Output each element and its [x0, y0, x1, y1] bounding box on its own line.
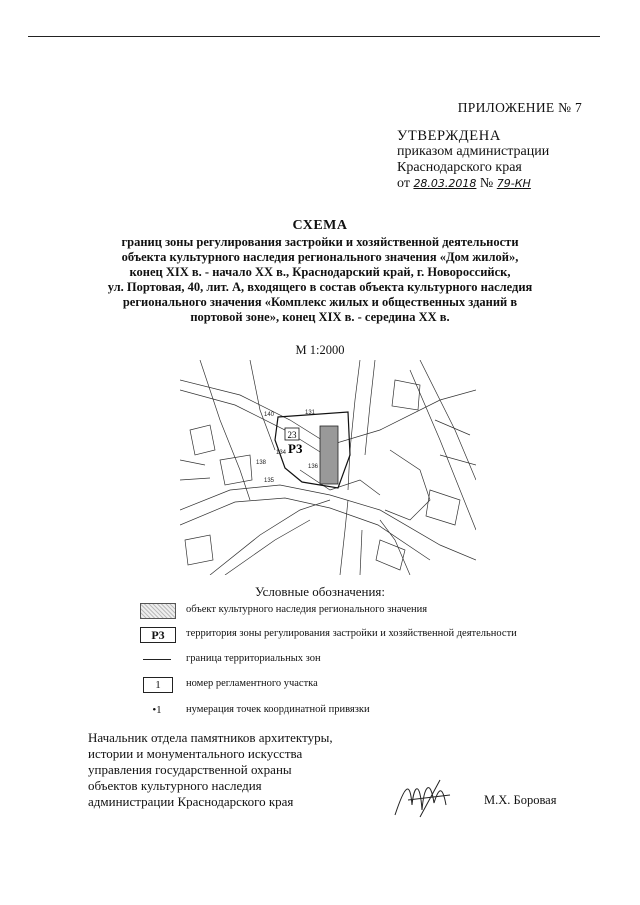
point-symbol: •1 — [152, 704, 162, 716]
point-label: 131 — [305, 410, 316, 416]
subtitle-line: портовой зоне», конец XIX в. - середина XX в. — [190, 310, 450, 324]
legend-text: граница территориальных зон — [186, 653, 321, 664]
boundary-line-symbol — [143, 659, 171, 660]
approved-num-prefix: № — [479, 176, 494, 191]
legend-item-zone — [140, 627, 600, 645]
point-label: 140 — [264, 412, 275, 418]
zone-label: Р3 — [288, 441, 303, 456]
approval-block — [397, 128, 549, 192]
cadastral-map — [180, 360, 476, 575]
legend-text: нумерация точек координатной привязки — [186, 704, 370, 715]
plot-number-symbol: 1 — [143, 677, 173, 693]
top-rule — [28, 36, 600, 37]
approved-line-2: Краснодарского края — [397, 160, 522, 175]
legend-item-boundary — [140, 652, 600, 670]
subtitle-line: границ зоны регулирования застройки и хозяйственной деятельности — [121, 235, 519, 249]
legend-text: объект культурного наследия регионального значения — [186, 604, 428, 615]
legend-text: номер регламентного участка — [186, 678, 318, 689]
zone-boundary — [275, 412, 350, 488]
point-label: 134 — [276, 450, 287, 456]
document-subtitle — [70, 235, 570, 325]
heritage-object — [320, 426, 338, 484]
signatory-position — [88, 730, 333, 810]
approved-number: 79-КН — [496, 177, 531, 190]
subtitle-line: конец XIX в. - начало XX в., Краснодарский край, г. Новороссийск, — [129, 265, 511, 279]
heritage-symbol — [140, 603, 176, 619]
position-line: администрации Краснодарского края — [88, 794, 294, 809]
legend-item-plot — [140, 677, 600, 695]
plot-number: 23 — [287, 430, 297, 440]
approved-prefix: от — [397, 176, 410, 191]
position-line: Начальник отдела памятников архитектуры, — [88, 730, 333, 745]
approved-line-1: приказом администрации — [397, 144, 550, 159]
position-line: истории и монументального искусства — [88, 746, 303, 761]
legend-item-heritage — [140, 603, 600, 621]
approved-date-line — [397, 176, 549, 192]
zone-symbol: Р3 — [140, 627, 176, 643]
point-label: 138 — [256, 460, 267, 466]
subtitle-line: ул. Портовая, 40, лит. А, входящего в состав объекта культурного наследия — [107, 280, 533, 294]
point-label: 135 — [264, 478, 275, 484]
subtitle-line: регионального значения «Комплекс жилых и общественных зданий в — [122, 295, 518, 309]
signer-name: М.Х. Боровая — [484, 793, 557, 807]
approved-title: УТВЕРЖДЕНА — [397, 128, 501, 144]
subtitle-line: объекта культурного наследия регионального значения «Дом жилой», — [121, 250, 519, 264]
legend-title: Условные обозначения: — [254, 584, 386, 599]
map-scale: М 1:2000 — [295, 343, 345, 357]
handwritten-signature — [390, 775, 460, 820]
legend-item-point — [140, 703, 600, 721]
legend-text: территория зоны регулирования застройки и хозяйственной деятельности — [186, 628, 517, 639]
point-label: 136 — [308, 464, 319, 470]
position-line: управления государственной охраны — [88, 762, 292, 777]
position-line: объектов культурного наследия — [88, 778, 262, 793]
approved-date: 28.03.2018 — [413, 177, 477, 190]
document-title: СХЕМА — [292, 218, 348, 233]
appendix-label: ПРИЛОЖЕНИЕ № 7 — [457, 100, 582, 115]
